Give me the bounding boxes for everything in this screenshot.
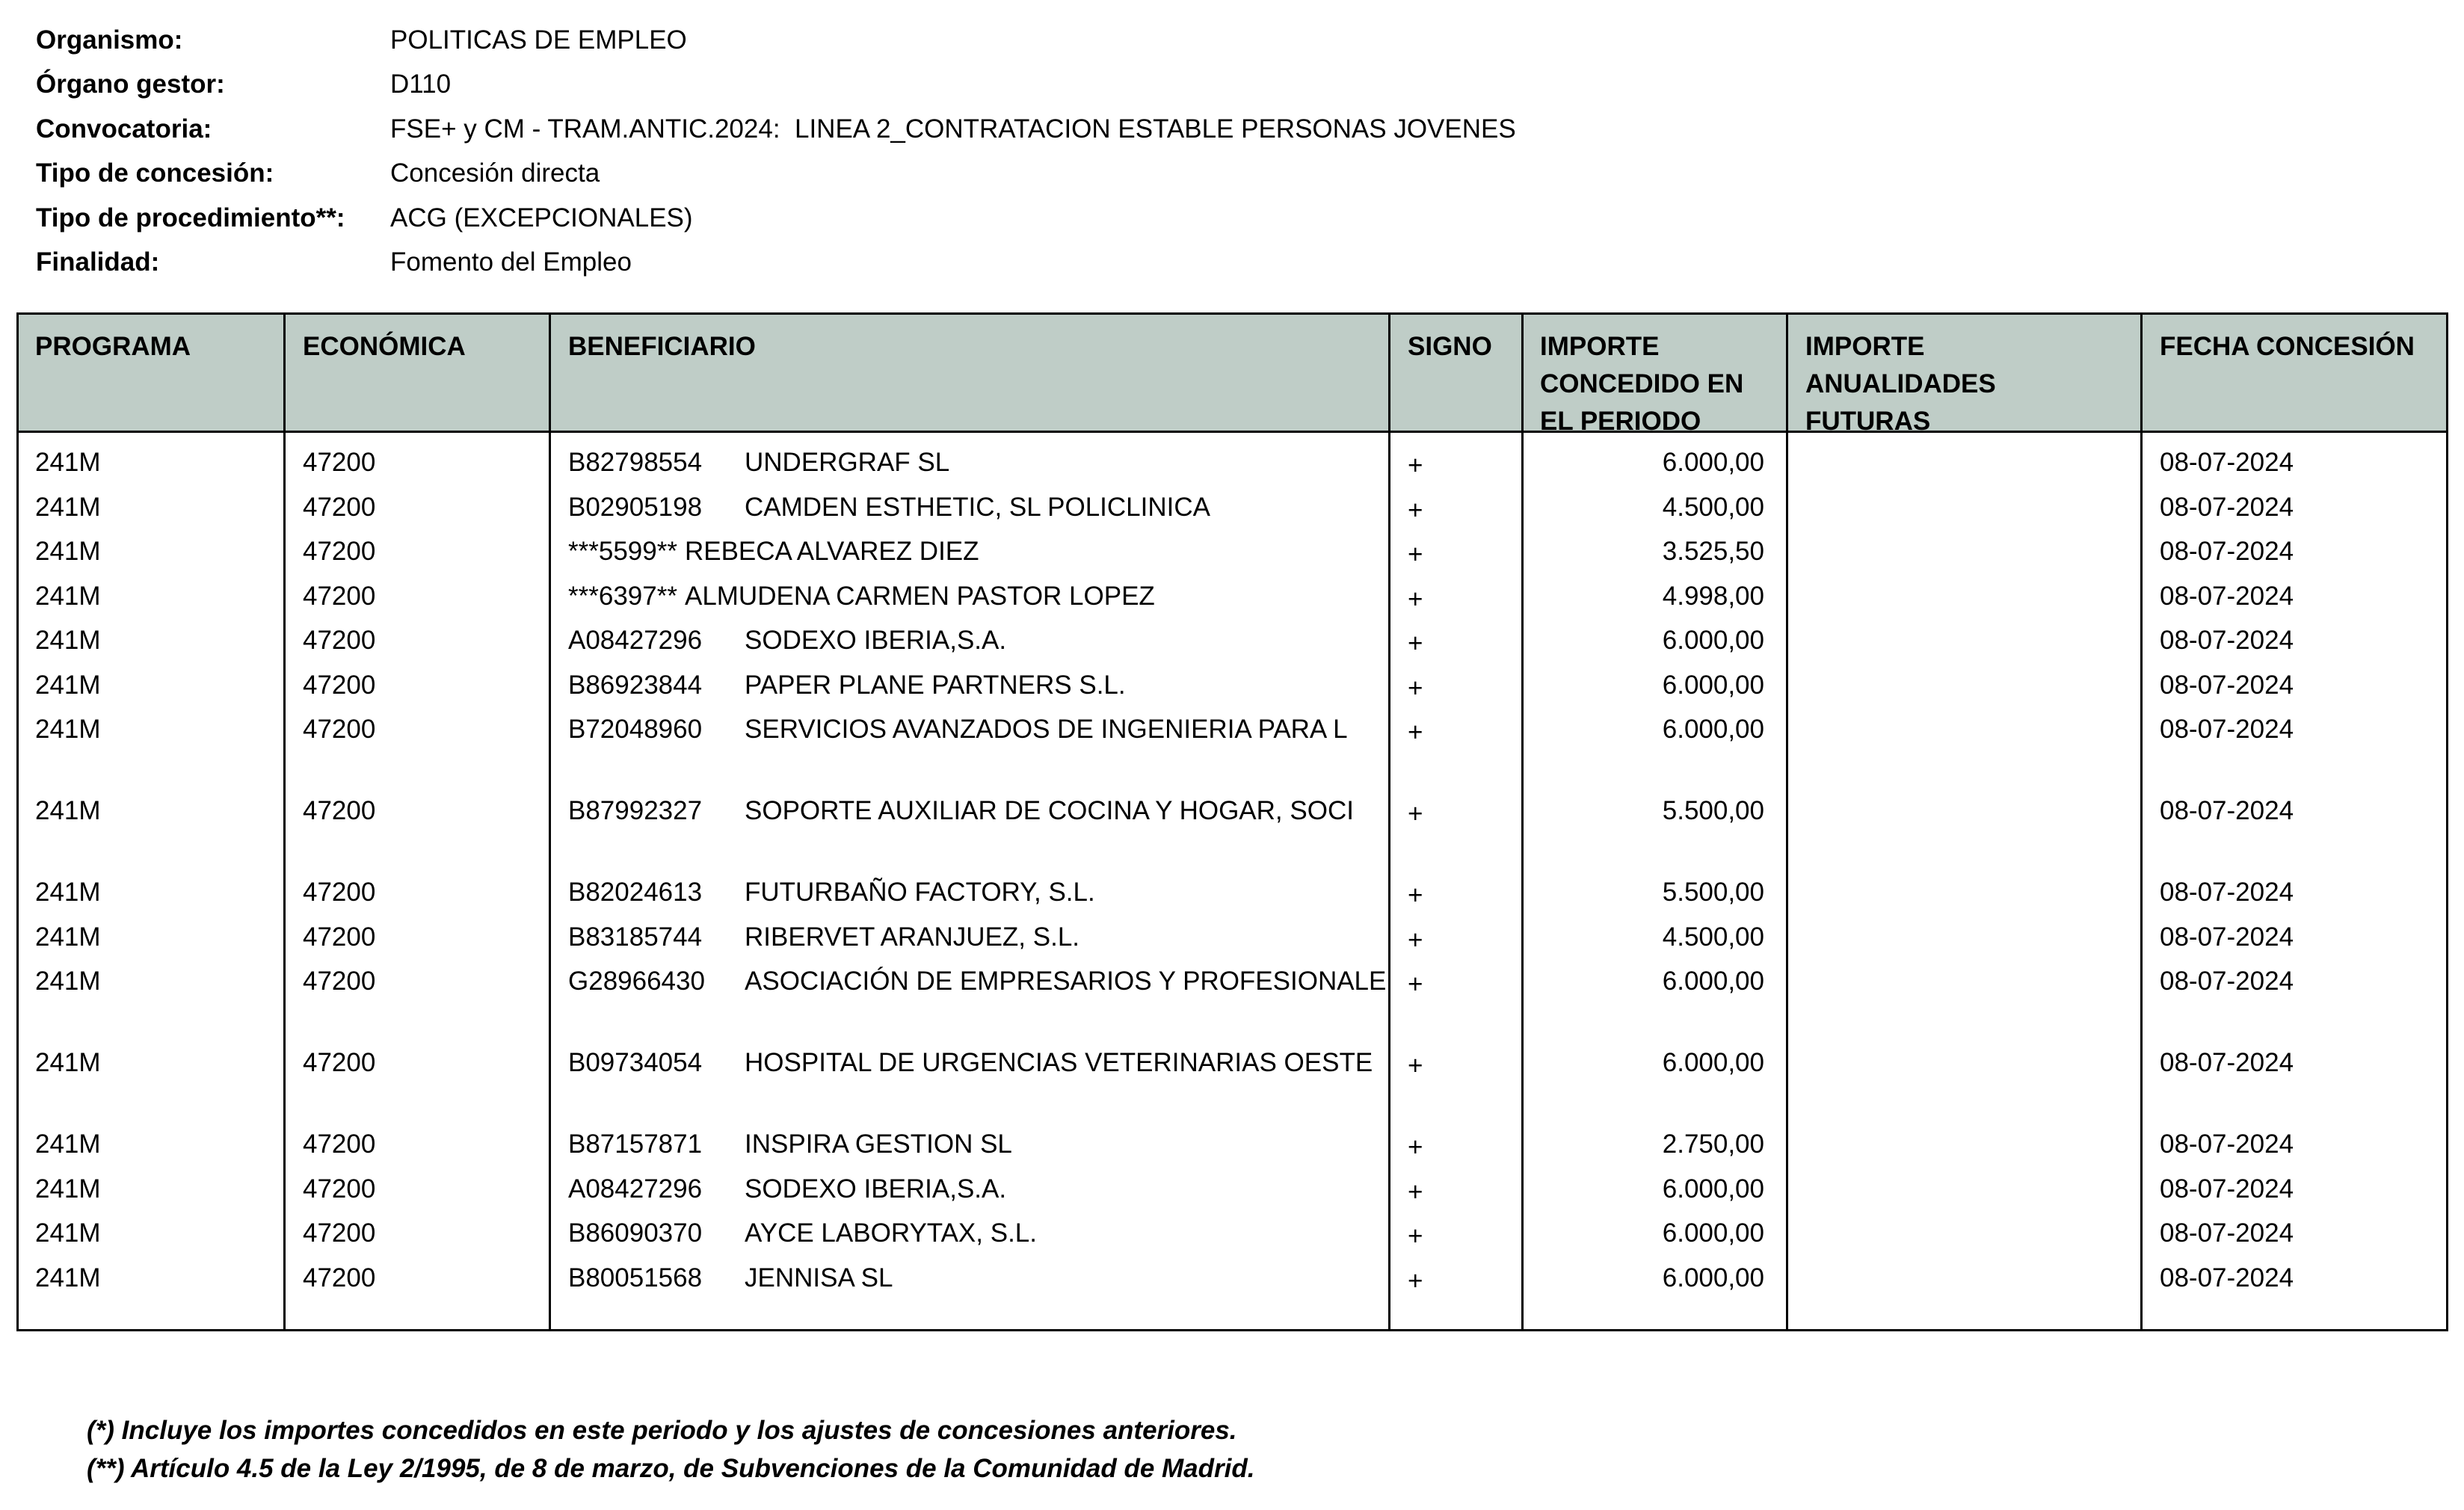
footnotes [87,1411,1254,1488]
header-importe-line: IMPORTE [1540,332,1660,361]
footnote-importes: (*) Incluye los importes concedidos en este periodo y los ajustes de concesiones anteriores. [87,1416,1237,1445]
cell-importe: 6.000,00 [1662,1174,1764,1204]
cell-beneficiario [568,1171,1398,1208]
meta-value: ACG (EXCEPCIONALES) [390,203,693,232]
cell-programa: 241M [35,1174,101,1204]
beneficiary-name: UNDERGRAF SL [745,448,950,477]
cell-importe: 6.000,00 [1662,1218,1764,1248]
beneficiary-name: REBECA ALVAREZ DIEZ [684,537,979,566]
cell-beneficiario [568,919,1398,956]
beneficiary-id: B83185744 [568,922,703,952]
cell-importe: 5.500,00 [1662,796,1764,825]
meta-label: Órgano gestor: [36,70,225,99]
beneficiary-name: CAMDEN ESTHETIC, SL POLICLINICA [745,492,1210,522]
cell-signo: + [1408,584,1423,614]
beneficiary-name: JENNISA SL [745,1263,893,1292]
meta-value: Fomento del Empleo [390,247,632,277]
cell-importe: 6.000,00 [1662,670,1764,700]
cell-economica: 47200 [303,967,376,996]
meta-value: POLITICAS DE EMPLEO [390,25,687,55]
table-row [19,792,2446,874]
header-programa: PROGRAMA [35,332,191,361]
cell-programa: 241M [35,967,101,996]
cell-beneficiario [568,1044,1398,1082]
beneficiary-id: ***6397** [568,581,677,611]
meta-label: Tipo de concesión: [36,158,274,188]
cell-economica: 47200 [303,1174,376,1204]
header-anual-line: IMPORTE [1805,332,1925,361]
cell-programa: 241M [35,922,101,952]
cell-importe: 6.000,00 [1662,967,1764,996]
cell-fecha: 08-07-2024 [2160,878,2294,907]
header-signo: SIGNO [1408,332,1492,361]
cell-fecha: 08-07-2024 [2160,1174,2294,1204]
beneficiary-id: G28966430 [568,967,705,996]
cell-fecha: 08-07-2024 [2160,1263,2294,1292]
cell-fecha: 08-07-2024 [2160,626,2294,655]
cell-economica: 47200 [303,581,376,611]
header-economica: ECONÓMICA [303,332,466,361]
header-anual-line: ANUALIDADES [1805,369,1996,398]
cell-programa: 241M [35,1218,101,1248]
cell-importe: 4.500,00 [1662,492,1764,522]
cell-economica: 47200 [303,715,376,744]
cell-signo: + [1408,1221,1423,1251]
cell-importe: 4.500,00 [1662,922,1764,952]
footnote-ley: (**) Artículo 4.5 de la Ley 2/1995, de 8 de marzo, de Subvenciones de la Comunidad de Madrid. [87,1454,1255,1483]
table-row [19,622,2446,667]
beneficiary-id: B86923844 [568,670,703,700]
meta-value: D110 [390,70,452,99]
cell-fecha: 08-07-2024 [2160,581,2294,611]
meta-row-convocatoria [36,107,1516,152]
cell-signo: + [1408,629,1423,658]
meta-row-finalidad [36,241,1516,286]
beneficiary-name: SOPORTE AUXILIAR DE COCINA Y HOGAR, SOCI [745,796,1354,825]
beneficiary-name: RIBERVET ARANJUEZ, S.L. [745,922,1080,952]
cell-programa: 241M [35,1263,101,1292]
cell-signo: + [1408,673,1423,703]
beneficiary-id: B87157871 [568,1130,703,1159]
meta-value: Concesión directa [390,158,600,188]
beneficiary-name: ALMUDENA CARMEN PASTOR LOPEZ [684,581,1155,611]
meta-row-tipo-procedimiento [36,196,1516,241]
cell-economica: 47200 [303,796,376,825]
header-importe-concedido [1540,328,1743,440]
cell-economica: 47200 [303,1263,376,1292]
cell-signo: + [1408,495,1423,525]
cell-beneficiario [568,874,1398,911]
cell-fecha: 08-07-2024 [2160,670,2294,700]
cell-importe: 5.500,00 [1662,878,1764,907]
beneficiary-id: B82798554 [568,448,703,477]
header-importe-line: EL PERIODO [1540,407,1701,436]
document-metadata [36,18,1516,285]
beneficiary-id: B02905198 [568,492,703,522]
cell-economica: 47200 [303,670,376,700]
cell-economica: 47200 [303,537,376,566]
cell-programa: 241M [35,670,101,700]
cell-beneficiario [568,533,1398,570]
table-row [19,1171,2446,1215]
beneficiary-name: AYCE LABORYTAX, S.L. [745,1218,1037,1248]
cell-importe: 6.000,00 [1662,1263,1764,1292]
table-row [19,1044,2446,1126]
beneficiary-id: A08427296 [568,626,703,655]
table-row [19,444,2446,489]
beneficiary-name: PAPER PLANE PARTNERS S.L. [745,670,1126,700]
cell-programa: 241M [35,537,101,566]
meta-label: Organismo: [36,25,183,55]
table-row [19,963,2446,1044]
cell-programa: 241M [35,448,101,477]
meta-label: Finalidad: [36,247,160,277]
cell-economica: 47200 [303,626,376,655]
cell-importe: 6.000,00 [1662,715,1764,744]
cell-programa: 241M [35,1130,101,1159]
cell-programa: 241M [35,626,101,655]
beneficiary-id: B09734054 [568,1048,703,1077]
beneficiary-id: B86090370 [568,1218,703,1248]
beneficiary-name: SERVICIOS AVANZADOS DE INGENIERIA PARA L [745,715,1348,744]
cell-fecha: 08-07-2024 [2160,1130,2294,1159]
cell-beneficiario [568,963,1398,1000]
cell-importe: 3.525,50 [1662,537,1764,566]
cell-economica: 47200 [303,448,376,477]
table-row [19,667,2446,712]
cell-programa: 241M [35,1048,101,1077]
cell-beneficiario [568,622,1398,659]
cell-beneficiario [568,1126,1398,1163]
cell-beneficiario [568,578,1398,615]
beneficiary-id: A08427296 [568,1174,703,1204]
cell-importe: 2.750,00 [1662,1130,1764,1159]
beneficiary-id: B87992327 [568,796,703,825]
beneficiary-name: HOSPITAL DE URGENCIAS VETERINARIAS OESTE [745,1048,1373,1077]
header-beneficiario: BENEFICIARIO [568,332,756,361]
cell-programa: 241M [35,878,101,907]
cell-signo: + [1408,881,1423,910]
table-header [19,315,2446,436]
cell-fecha: 08-07-2024 [2160,448,2294,477]
meta-label: Tipo de procedimiento**: [36,203,345,232]
cell-fecha: 08-07-2024 [2160,492,2294,522]
cell-beneficiario [568,667,1398,704]
header-importe-anualidades [1805,328,1996,440]
cell-importe: 6.000,00 [1662,1048,1764,1077]
beneficiary-id: B80051568 [568,1263,703,1292]
cell-economica: 47200 [303,492,376,522]
cell-fecha: 08-07-2024 [2160,967,2294,996]
cell-fecha: 08-07-2024 [2160,537,2294,566]
cell-beneficiario [568,711,1398,748]
meta-row-organo-gestor [36,63,1516,108]
table-row [19,1260,2446,1304]
grants-table [16,312,2448,1331]
cell-fecha: 08-07-2024 [2160,922,2294,952]
meta-label: Convocatoria: [36,114,212,144]
cell-beneficiario [568,489,1398,526]
table-body [19,444,2446,1304]
cell-signo: + [1408,925,1423,955]
header-importe-line: CONCEDIDO EN [1540,369,1744,398]
cell-importe: 4.998,00 [1662,581,1764,611]
cell-programa: 241M [35,581,101,611]
cell-fecha: 08-07-2024 [2160,796,2294,825]
cell-signo: + [1408,451,1423,480]
cell-economica: 47200 [303,1218,376,1248]
cell-fecha: 08-07-2024 [2160,715,2294,744]
cell-programa: 241M [35,715,101,744]
cell-programa: 241M [35,796,101,825]
beneficiary-name: FUTURBAÑO FACTORY, S.L. [745,878,1095,907]
cell-signo: + [1408,1266,1423,1295]
cell-economica: 47200 [303,1130,376,1159]
cell-fecha: 08-07-2024 [2160,1218,2294,1248]
beneficiary-name: SODEXO IBERIA,S.A. [745,626,1007,655]
cell-importe: 6.000,00 [1662,626,1764,655]
cell-signo: + [1408,1177,1423,1207]
cell-beneficiario [568,1215,1398,1252]
table-row [19,1215,2446,1260]
meta-row-tipo-concesion [36,152,1516,197]
cell-signo: + [1408,799,1423,828]
cell-signo: + [1408,540,1423,569]
table-row [19,578,2446,623]
cell-economica: 47200 [303,878,376,907]
cell-programa: 241M [35,492,101,522]
cell-signo: + [1408,1132,1423,1162]
beneficiary-name: SODEXO IBERIA,S.A. [745,1174,1007,1204]
cell-beneficiario [568,792,1398,830]
table-row [19,874,2446,919]
table-row [19,1126,2446,1171]
beneficiary-id: B72048960 [568,715,703,744]
cell-economica: 47200 [303,922,376,952]
cell-signo: + [1408,970,1423,999]
table-row [19,919,2446,964]
beneficiary-id: B82024613 [568,878,703,907]
meta-row-organismo [36,18,1516,63]
beneficiary-name: INSPIRA GESTION SL [745,1130,1012,1159]
meta-value: FSE+ y CM - TRAM.ANTIC.2024: LINEA 2_CONTRATACION ESTABLE PERSONAS JOVENES [390,114,1516,144]
table-row [19,533,2446,578]
table-row [19,711,2446,792]
cell-economica: 47200 [303,1048,376,1077]
cell-signo: + [1408,1051,1423,1080]
cell-signo: + [1408,718,1423,747]
beneficiary-id: ***5599** [568,537,677,566]
header-anual-line: FUTURAS [1805,407,1931,436]
cell-beneficiario [568,444,1398,481]
beneficiary-name: ASOCIACIÓN DE EMPRESARIOS Y PROFESIONALE [745,967,1387,996]
cell-beneficiario [568,1260,1398,1297]
cell-importe: 6.000,00 [1662,448,1764,477]
table-row [19,489,2446,534]
header-fecha-concesion: FECHA CONCESIÓN [2160,332,2415,361]
cell-fecha: 08-07-2024 [2160,1048,2294,1077]
